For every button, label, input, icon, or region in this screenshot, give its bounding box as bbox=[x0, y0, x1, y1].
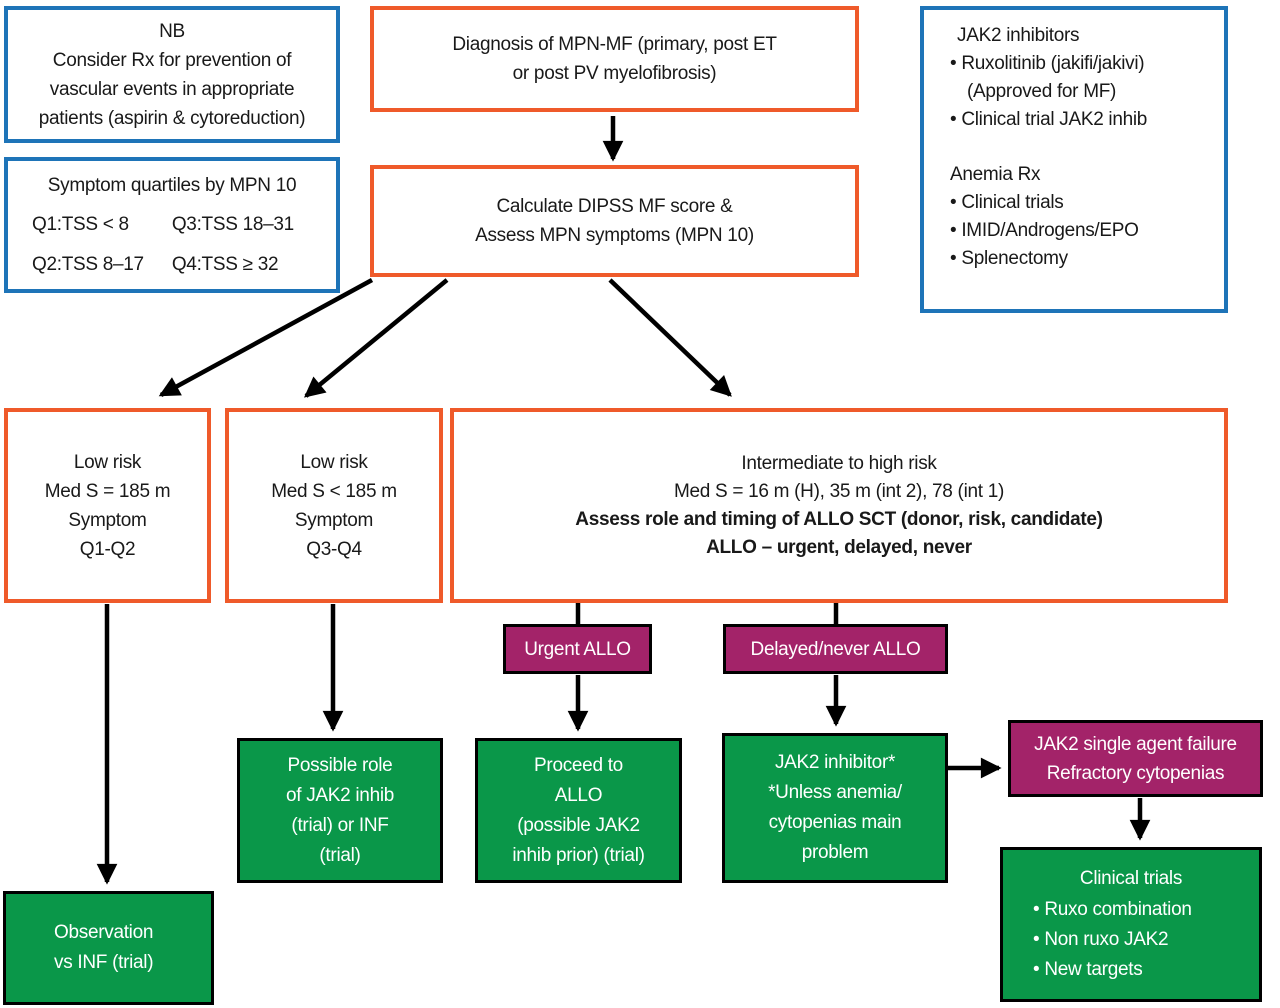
lowrisk-b-line: Low risk bbox=[300, 451, 368, 473]
quartile-q3: Q3:TSS 18–31 bbox=[171, 214, 294, 235]
possible-role-line: (trial) or INF bbox=[291, 814, 389, 836]
node-low-risk-q3-q4 bbox=[225, 408, 443, 603]
urgent-allo-label: Urgent ALLO bbox=[524, 638, 631, 660]
panel-subtitle: Anemia Rx bbox=[950, 164, 1041, 185]
clinical-trials-bullet: • Non ruxo JAK2 bbox=[1033, 929, 1169, 950]
intermediate-line-bold: Assess role and timing of ALLO SCT (donor, risk, candidate) bbox=[575, 508, 1103, 530]
node-jak2-anemia-panel bbox=[920, 6, 1228, 313]
possible-role-line: of JAK2 inhib bbox=[285, 784, 395, 806]
calculate-line: Calculate DIPSS MF score & bbox=[496, 196, 733, 217]
lowrisk-a-line: Med S = 185 m bbox=[44, 480, 171, 502]
quartile-q2: Q2:TSS 8–17 bbox=[32, 254, 144, 275]
edge-calculate-lowrisk-q3q4 bbox=[306, 280, 447, 396]
node-diagnosis bbox=[370, 6, 859, 112]
lowrisk-b-line: Med S < 185 m bbox=[271, 480, 397, 502]
node-urgent-allo bbox=[503, 624, 652, 674]
quartile-q1: Q1:TSS < 8 bbox=[32, 214, 129, 235]
panel-bullet: • Clinical trials bbox=[950, 192, 1064, 213]
jak2-inhibitor-line: problem bbox=[801, 842, 869, 863]
node-jak2-inhibitor bbox=[722, 733, 948, 883]
delayed-allo-label: Delayed/never ALLO bbox=[750, 638, 921, 660]
diagnosis-line: or post PV myelofibrosis) bbox=[512, 63, 717, 84]
proceed-allo-line: inhib prior) (trial) bbox=[512, 844, 645, 866]
intermediate-line-bold: ALLO – urgent, delayed, never bbox=[706, 536, 972, 558]
node-proceed-to-allo bbox=[475, 738, 682, 883]
lowrisk-a-line: Symptom bbox=[68, 509, 147, 531]
clinical-trials-bullet: • New targets bbox=[1033, 959, 1143, 980]
lowrisk-a-line: Low risk bbox=[73, 451, 142, 473]
failure-line: JAK2 single agent failure bbox=[1034, 733, 1237, 755]
quartile-q4: Q4:TSS ≥ 32 bbox=[171, 254, 279, 275]
nb-line: Consider Rx for prevention of bbox=[52, 49, 292, 71]
proceed-allo-line: Proceed to bbox=[534, 754, 623, 776]
clinical-trials-bullet: • Ruxo combination bbox=[1033, 899, 1192, 920]
panel-bullet: • Splenectomy bbox=[950, 248, 1068, 269]
failure-line: Refractory cytopenias bbox=[1046, 762, 1225, 784]
intermediate-line: Med S = 16 m (H), 35 m (int 2), 78 (int 1) bbox=[673, 480, 1005, 502]
jak2-inhibitor-line: *Unless anemia/ bbox=[768, 782, 902, 803]
possible-role-line: Possible role bbox=[287, 754, 393, 776]
node-symptom-quartiles bbox=[4, 157, 340, 293]
node-delayed-never-allo bbox=[723, 624, 948, 674]
intermediate-line: Intermediate to high risk bbox=[741, 452, 937, 474]
lowrisk-b-line: Symptom bbox=[294, 509, 374, 531]
quartiles-title: Symptom quartiles by MPN 10 bbox=[47, 175, 297, 196]
edge-calculate-lowrisk-q1q2 bbox=[161, 280, 372, 395]
calculate-line: Assess MPN symptoms (MPN 10) bbox=[475, 225, 754, 246]
panel-continuation: (Approved for MF) bbox=[967, 81, 1117, 102]
proceed-allo-line: (possible JAK2 bbox=[517, 814, 640, 836]
lowrisk-a-line: Q1-Q2 bbox=[79, 538, 136, 560]
lowrisk-b-line: Q3-Q4 bbox=[306, 538, 362, 560]
possible-role-line: (trial) bbox=[319, 844, 361, 866]
jak2-inhibitor-line: JAK2 inhibitor* bbox=[774, 752, 896, 773]
nb-line: vascular events in appropriate bbox=[49, 78, 295, 100]
diagnosis-line: Diagnosis of MPN-MF (primary, post ET bbox=[452, 34, 777, 55]
observation-line: vs INF (trial) bbox=[54, 952, 154, 973]
panel-bullet: • Clinical trial JAK2 inhib bbox=[950, 109, 1148, 130]
node-low-risk-q1-q2 bbox=[4, 408, 211, 603]
nb-line: NB bbox=[159, 20, 185, 42]
panel-bullet: • Ruxolitinib (jakifi/jakivi) bbox=[950, 53, 1145, 74]
node-possible-role-jak2 bbox=[237, 738, 443, 883]
panel-title: JAK2 inhibitors bbox=[957, 25, 1080, 46]
node-jak2-single-agent-failure bbox=[1008, 720, 1263, 797]
clinical-trials-title: Clinical trials bbox=[1079, 868, 1183, 889]
proceed-allo-line: ALLO bbox=[554, 784, 603, 806]
node-observation-vs-inf bbox=[3, 891, 214, 1005]
node-intermediate-high-risk bbox=[450, 408, 1228, 603]
node-nb-note bbox=[4, 6, 340, 143]
edge-calculate-intermediate bbox=[610, 280, 730, 395]
panel-bullet: • IMID/Androgens/EPO bbox=[950, 220, 1139, 241]
panel-spacer bbox=[950, 134, 1218, 161]
jak2-inhibitor-line: cytopenias main bbox=[768, 812, 902, 833]
nb-line: patients (aspirin & cytoreduction) bbox=[38, 107, 306, 129]
observation-line: Observation bbox=[54, 922, 154, 943]
node-calculate-dipss bbox=[370, 165, 859, 277]
node-clinical-trials bbox=[1000, 847, 1262, 1002]
quartiles-grid bbox=[8, 210, 336, 279]
